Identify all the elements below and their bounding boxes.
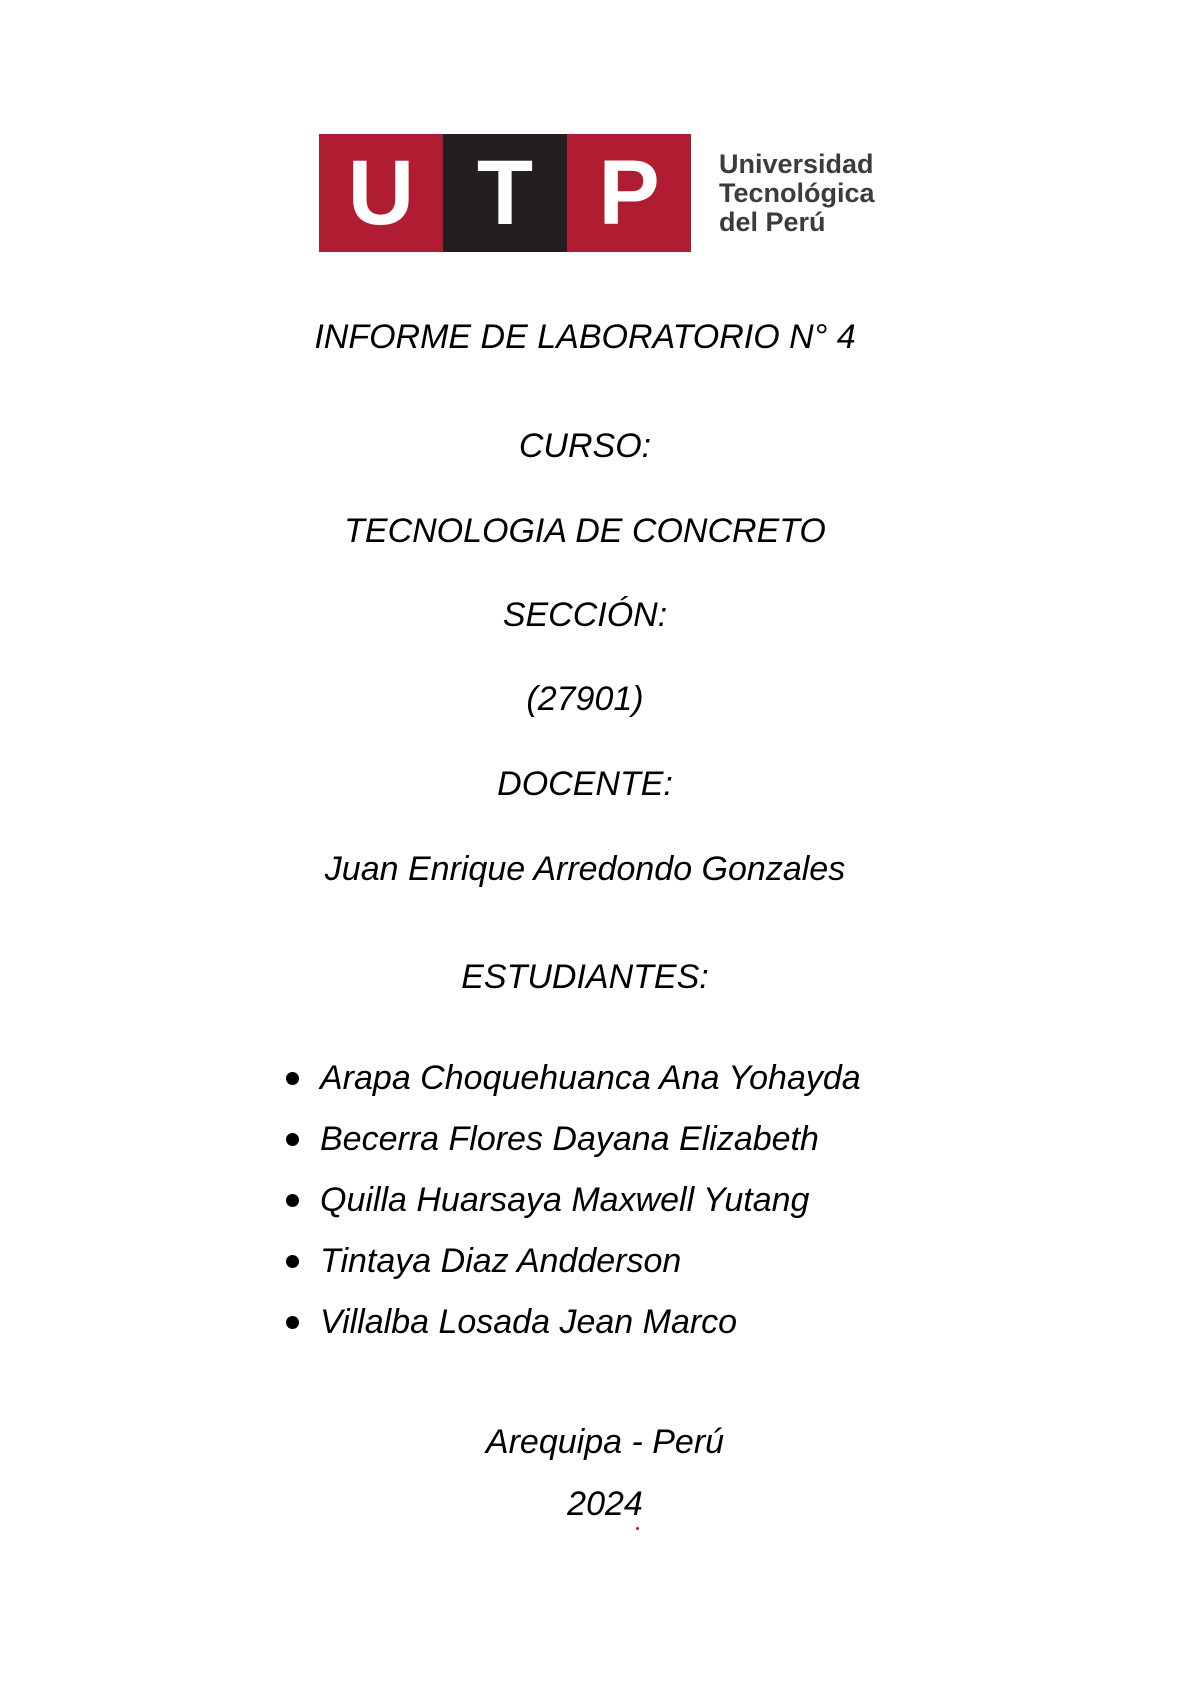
bullet-icon <box>286 1194 299 1207</box>
student-item <box>280 1302 861 1363</box>
utp-logo <box>319 134 891 252</box>
teacher-label: DOCENTE: <box>497 765 673 803</box>
university-name-line-3: del Perú <box>719 207 826 237</box>
student-item <box>280 1241 861 1302</box>
university-name-line-1: Universidad <box>719 149 874 179</box>
student-name: Quilla Huarsaya Maxwell Yutang <box>320 1181 810 1219</box>
students-label: ESTUDIANTES: <box>461 958 709 996</box>
location: Arequipa - Perú <box>485 1423 725 1461</box>
section-code: (27901) <box>526 680 644 718</box>
course-name: TECNOLOGIA DE CONCRETO <box>344 512 826 550</box>
logo-letter-u: U <box>319 134 443 252</box>
utp-logo-blocks <box>319 134 691 252</box>
red-dot-mark <box>636 1527 639 1530</box>
teacher-name: Juan Enrique Arredondo Gonzales <box>324 850 846 888</box>
university-name-line-2: Tecnológica <box>719 178 875 208</box>
report-title: INFORME DE LABORATORIO N° 4 <box>314 318 856 356</box>
bullet-icon <box>286 1072 299 1085</box>
logo-letter-p: P <box>567 134 691 252</box>
section-label: SECCIÓN: <box>502 596 668 634</box>
student-name: Becerra Flores Dayana Elizabeth <box>320 1120 819 1158</box>
university-name <box>719 150 875 237</box>
student-item <box>280 1058 861 1119</box>
student-name: Arapa Choquehuanca Ana Yohayda <box>320 1059 861 1097</box>
bullet-icon <box>286 1316 299 1329</box>
logo-letter-t: T <box>443 134 567 252</box>
student-name: Villalba Losada Jean Marco <box>320 1303 738 1341</box>
student-item <box>280 1119 861 1180</box>
student-name: Tintaya Diaz Andderson <box>320 1242 682 1280</box>
student-item <box>280 1180 861 1241</box>
students-list <box>280 1058 861 1363</box>
bullet-icon <box>286 1255 299 1268</box>
course-label: CURSO: <box>518 427 652 465</box>
year: 2024 <box>567 1485 643 1523</box>
bullet-icon <box>286 1133 299 1146</box>
